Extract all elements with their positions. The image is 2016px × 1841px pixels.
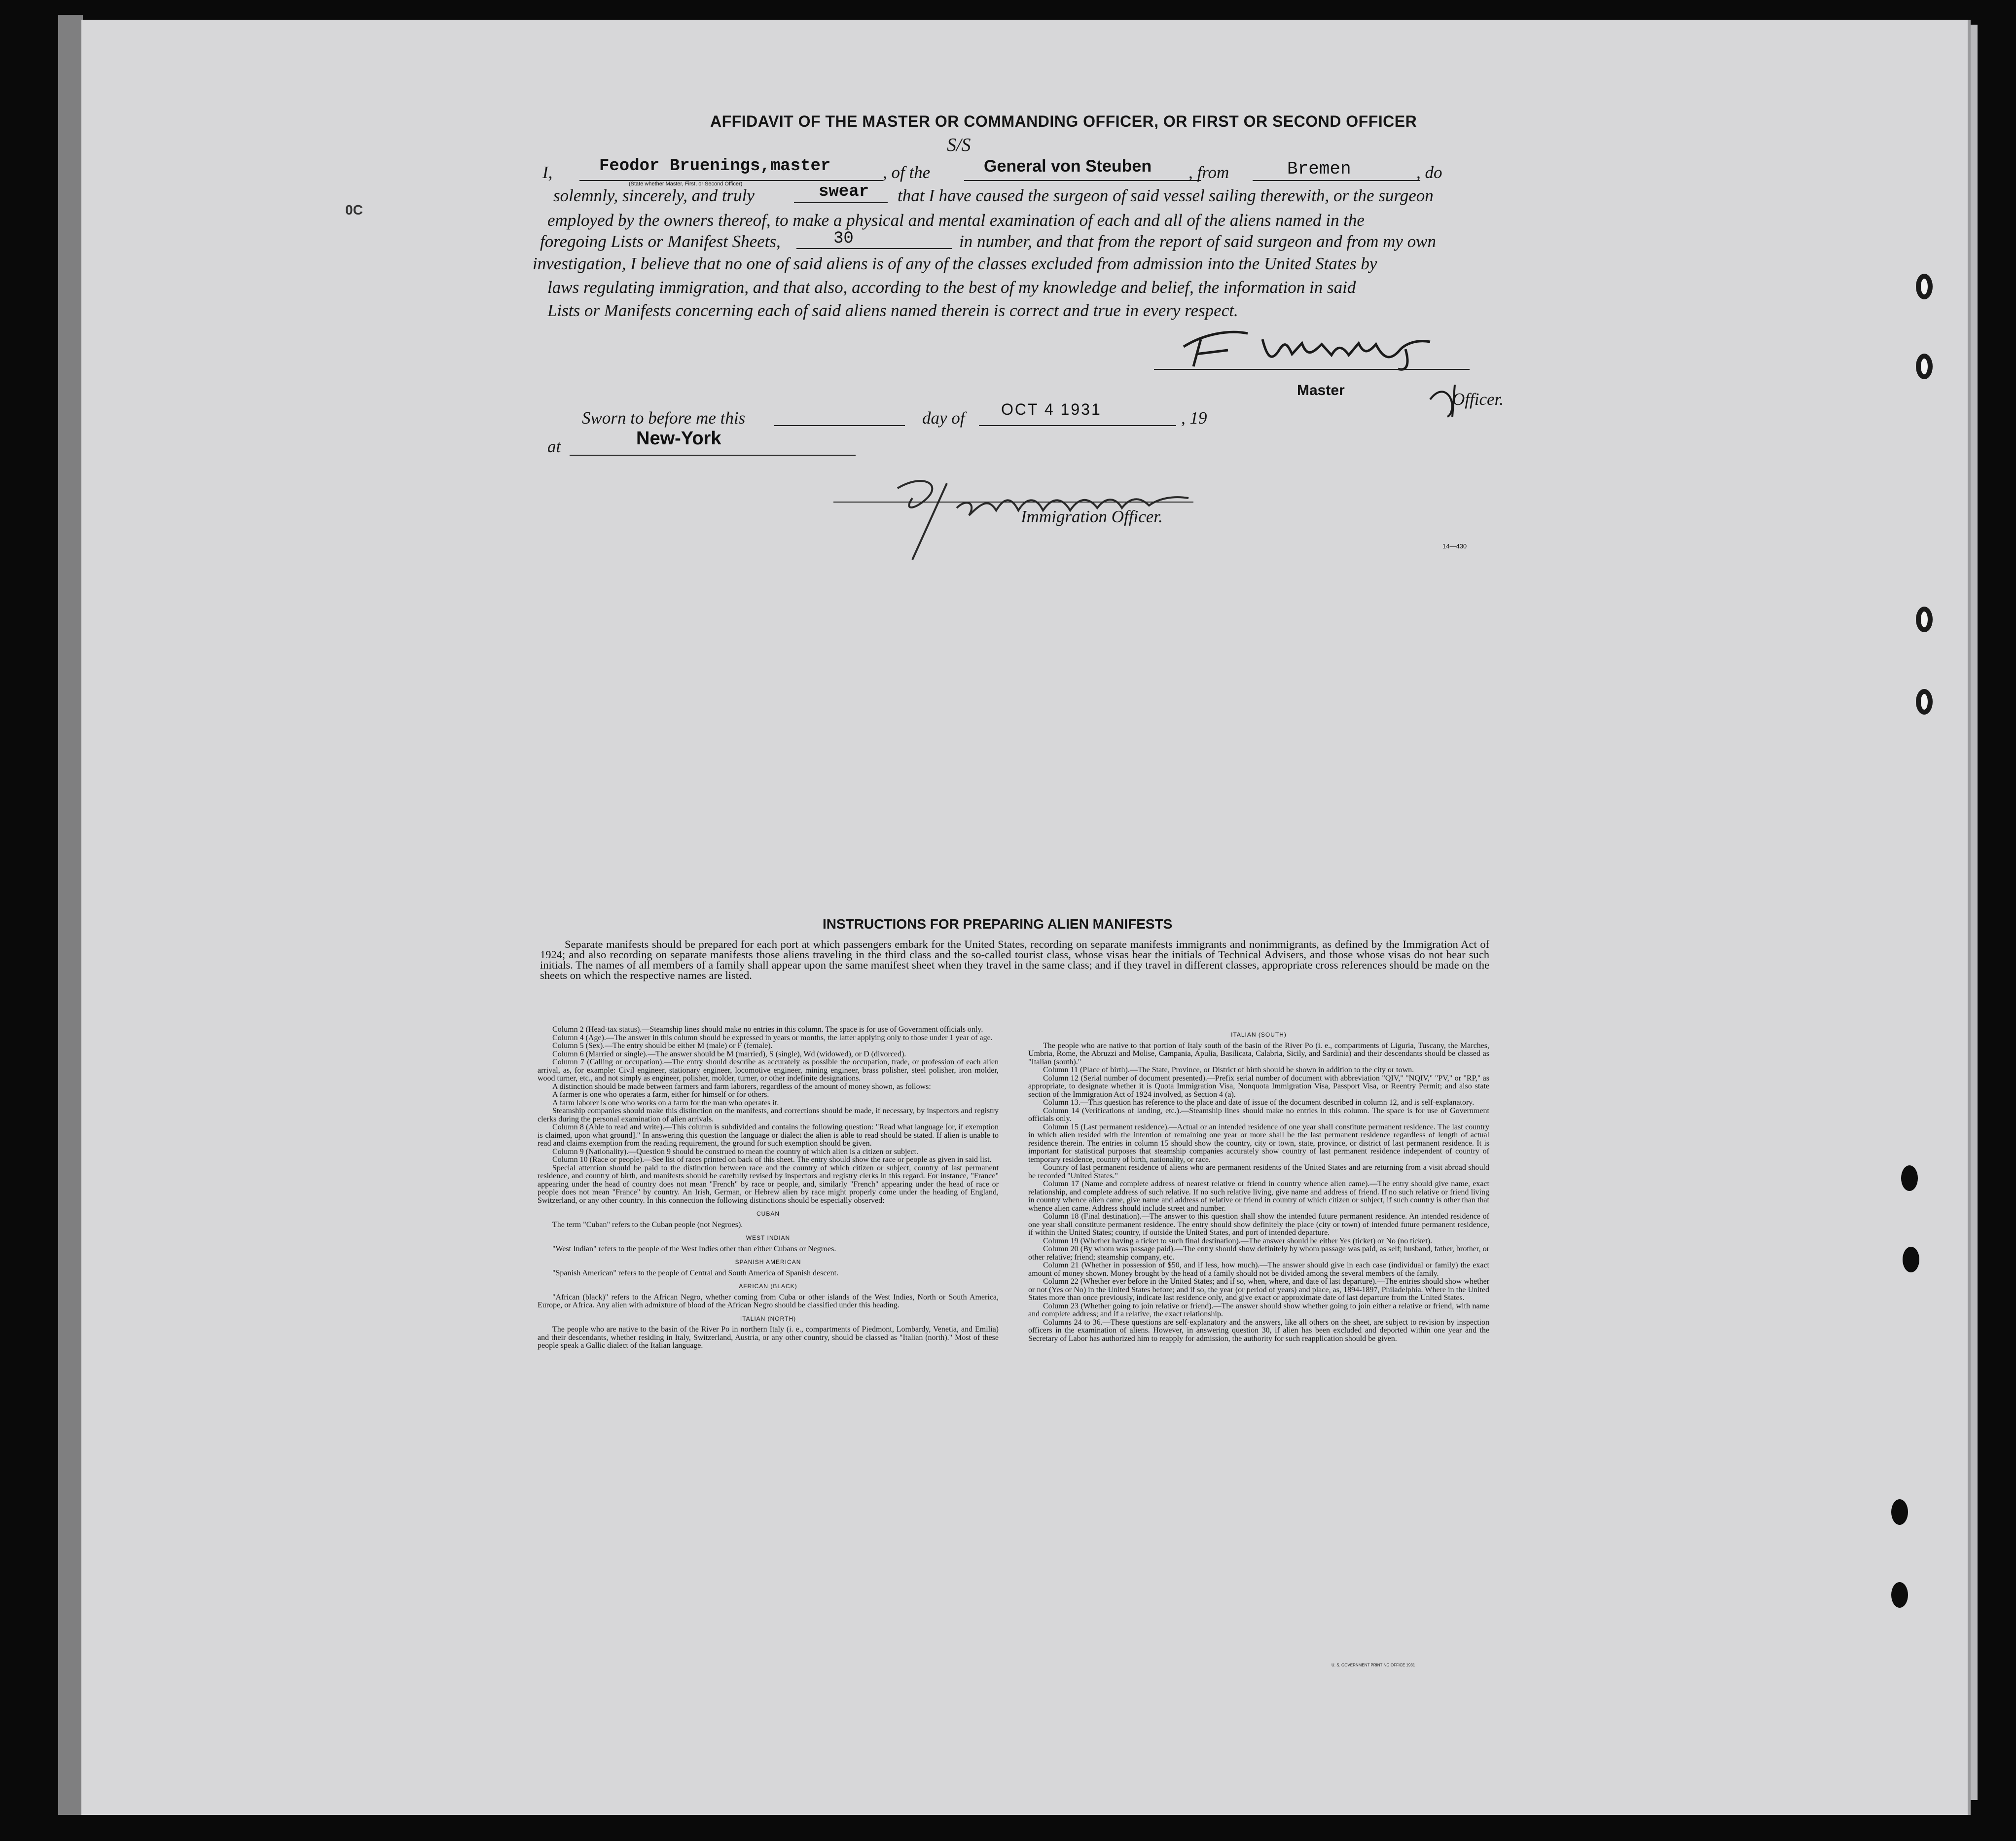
officer-label: Officer. [1452,390,1504,409]
instruction-paragraph: Steamship companies should make this distinction on the manifests, and corrections should be made, if necessary, by inspectors and registry clerks during the personal examination of alien arrivals. [538,1107,999,1123]
instruction-paragraph: Column 2 (Head-tax status).—Steamship lines should make no entries in this column. The space is for use of Government officials only. [552,1025,983,1034]
do-label: , do [1416,163,1442,182]
port-field: Bremen [1287,159,1351,179]
affidavit-title: AFFIDAVIT OF THE MASTER OR COMMANDING OFFICER, OR FIRST OR SECOND OFFICER [710,112,1417,130]
section-text: "West Indian" refers to the people of the West Indies other than either Cubans or Negroes. [552,1244,836,1253]
binder-hole [1916,689,1933,715]
section-heading: ITALIAN (SOUTH) [1231,1031,1287,1038]
section-heading: SPANISH AMERICAN [735,1259,801,1265]
vessel-name-field: General von Steuben [984,157,1152,176]
binder-hole [1891,1499,1908,1525]
instruction-paragraph: Column 8 (Able to read and write).—This column is subdivided and contains the following question: "Read what language [or, if exemption is claimed, upon what ground]." In answering this question the language or dialect the alien is able to read should be stated. If alien is unable to read and claims exemption from the reading requirement, the ground for such exemption should be given. [538,1123,999,1148]
margin-mark: 0C [345,202,363,217]
master-title: Master [1297,382,1345,398]
master-signature-line [1154,369,1470,370]
section-heading: WEST INDIAN [746,1234,791,1241]
year-suffix: , 19 [1181,408,1207,428]
affidavit-line-4-rest: in number, and that from the report of said surgeon and from my own [959,232,1437,251]
sworn-place-field: New-York [636,428,721,449]
i-label: I, [542,163,553,182]
sworn-day-underline [774,425,905,426]
solemnly-label: solemnly, sincerely, and truly [553,186,755,205]
oath-field: swear [819,182,869,201]
instruction-paragraph: Column 20 (By whom was passage paid).—The entry should show definitely by whom passage was paid, as self; husband, father, brother, or other relative; friend; steamship company, etc. [1028,1245,1489,1262]
instruction-paragraph: Column 11 (Place of birth).—The State, Province, or District of birth should be shown in addition to the city or town. [1043,1066,1414,1074]
binder-hole [1891,1582,1908,1608]
form-number: 14—430 [1442,542,1467,550]
master-signature [1174,320,1450,374]
printer-imprint: U. S. GOVERNMENT PRINTING OFFICE 1931 [1332,1663,1415,1667]
instruction-paragraph: Column 9 (Nationality).—Question 9 should be construed to mean the country of which alien is a citizen or subject. [552,1147,919,1156]
instructions-title: INSTRUCTIONS FOR PREPARING ALIEN MANIFESTS [823,916,1173,932]
instruction-paragraph: A farm laborer is one who works on a farm for the man who operates it. [552,1098,779,1107]
instruction-paragraph: Column 7 (Calling or occupation).—The entry should describe as accurately as possible the occupation, trade, or profession of each alien arrival, as, for example: Civil engineer, stationary engineer, locomotive engineer, mining engineer, brass polisher, steel polisher, iron molder, wood turner, etc., and not simply as engineer, polisher, molder, turner, or other indefinite designations. [538,1058,999,1083]
instruction-paragraph: Column 23 (Whether going to join relative or friend).—The answer should show whether going to join either a relative or friend, with name and complete address; and if a relative, the exact relationship. [1028,1301,1489,1318]
section-heading: ITALIAN (NORTH) [740,1315,796,1322]
section-text: "African (black)" refers to the African Negro, whether coming from Cuba or other islands of the West Indies, North or South America, Europe, or Africa. Any alien with admixture of blood of the African Negro should be classified under this heading. [538,1293,999,1309]
instruction-paragraph: Country of last permanent residence of aliens who are permanent residents of the United States and are returning from a visit abroad should be recorded "United States." [1028,1163,1489,1180]
immigration-officer-label: Immigration Officer. [1021,507,1163,526]
port-underline [1253,180,1420,181]
instruction-paragraph: Column 21 (Whether in possession of $50, and if less, how much).—The answer should give in each case (individual or family) the exact amount of money shown. Money brought by the head of a family should not be divided among the several members of the family. [1028,1261,1489,1278]
instruction-paragraph: Column 19 (Whether having a ticket to such final destination).—The answer should be either Yes (ticket) or No (no ticket). [1043,1236,1433,1245]
affidavit-line-1 [542,163,552,182]
sworn-label: Sworn to before me this [582,408,746,428]
section-heading: AFRICAN (BLACK) [739,1283,797,1290]
binder-hole [1903,1247,1919,1272]
day-of-label: day of [922,408,965,428]
section-heading: CUBAN [756,1210,780,1217]
section-text: The term "Cuban" refers to the Cuban people (not Negroes). [552,1220,743,1229]
sworn-place-underline [570,455,856,456]
affidavit-line-2 [553,186,755,206]
officer-strike-mark [1425,380,1470,419]
from-label: , from [1188,163,1229,182]
affidavit-line-4: foregoing Lists or Manifest Sheets, [540,232,781,251]
instruction-paragraph: Column 18 (Final destination).—The answer to this question shall show the intended future permanent residence. An intended residence of one year shall constitute permanent residence. The entry should show definitely the place (city or town) of intended future permanent residence, if within the United States; country, if outside the United States, and port of intended departure. [1028,1212,1489,1237]
affidavit-line-3: employed by the owners thereof, to make a physical and mental examination of each and all of the aliens named in the [547,211,1365,230]
instruction-paragraph: Column 22 (Whether ever before in the United States; and if so, when, where, and date of last departure).—The entries should show whether or not (Yes or No) in the United States before; and if so, the year (or period of years) and place, as, 1894-1897, Philadelphia. Where in the United States more than once previously, indicate last residence only, and give exact or approximate date of last departure from the United States. [1028,1277,1489,1302]
instructions-right-column [1028,1026,1489,1343]
ss-mark: S/S [947,135,971,155]
binder-hole [1916,274,1933,299]
instruction-paragraph: A distinction should be made between farmers and farm laborers, regardless of the amount of money shown, as follows: [552,1082,931,1091]
section-text: "Spanish American" refers to the people of Central and South America of Spanish descent. [552,1268,839,1277]
vessel-underline [964,180,1201,181]
binder-hole [1901,1165,1918,1191]
binder-hole [1916,354,1933,379]
section-text: The people who are native to the basin of the River Po in northern Italy (i. e., compartments of Piedmont, Lombardy, Venetia, and Emilia) and their descendants, whether residing in Italy, Switzerland, Austria, or any other country, should be classed as "Italian (north)." Most of these people speak a Gallic dialect of the Italian language. [538,1325,999,1350]
instruction-paragraph: Column 6 (Married or single).—The answer should be M (married), S (single), Wd (widowed), or D (divorced). [552,1049,906,1058]
instruction-paragraph: Column 5 (Sex).—The entry should be either M (male) or F (female). [552,1042,773,1050]
instruction-paragraph: The people who are native to that portion of Italy south of the basin of the River Po (i. e., compartments of Liguria, Tuscany, the Marches, Umbria, Rome, the Abruzzi and Molise, Campania, Apulia, Basilicata, Calabria, Sicily, and Sardinia) and their descendants should be classed as "Italian (south)." [1028,1041,1489,1066]
date-stamp: OCT 4 1931 [1001,400,1102,418]
instruction-paragraph: Column 14 (Verifications of landing, etc.).—Steamship lines should make no entries in this column. The space is for use of Government officials only. [1028,1106,1489,1123]
page-edge-left [58,15,83,1815]
instruction-paragraph: Column 12 (Serial number of document presented).—Prefix serial number of document with abbreviation "QIV," "NQIV," "PV," or "RP," as appropriate, to designate whether it is Quota Immigration Visa, Nonquota Immigration Visa, Passport Visa, or Reentry Permit; and also state section of the Immigration Act of 1924 involved, as Section 4 (a). [1028,1074,1489,1099]
master-name-field: Feodor Bruenings,master [599,157,831,176]
immigration-signature-line [833,502,1193,503]
sheets-underline [796,248,952,249]
instructions-intro: Separate manifests should be prepared for each port at which passengers embark for the United States, recording on separate manifests immigrants and nonimmigrants, as defined by the Immigration Act of 1924; and also recording on separate manifests those aliens traveling in the third class and the so-called tourist class, whose visas bear the initials of Technical Advisers, and those whose visas do not bear such initials. The names of all members of a family shall appear upon the same manifest sheet when they travel in the same class; and if they travel in different classes, appropriate cross references should be made on the sheets on which the respective names are listed. [540,938,1489,981]
affidavit-line-5: investigation, I believe that no one of said aliens is of any of the classes excluded from admission into the United States by [533,254,1377,273]
sheets-count-field: 30 [833,229,854,248]
at-label: at [547,437,561,456]
instruction-paragraph: Column 15 (Last permanent residence).—Actual or an intended residence of one year shall constitute permanent residence. The last country in which alien resided with the intention of remaining one year or more shall be the last permanent residence regardless of length of actual residence therein. The entries in column 15 should show the country, city or town, state, province, or district of last permanent residence. It is important for statistical purposes that steamship companies accurately show country of last permanent residence independent of country of temporary residence, country of birth, nationality, or race. [1028,1122,1489,1164]
instruction-paragraph: A farmer is one who operates a farm, either for himself or for others. [552,1090,769,1099]
instruction-paragraph: Column 4 (Age).—The answer in this column should be expressed in years or months, the latter applying only to those under 1 year of age. [552,1033,993,1042]
instruction-paragraph: Special attention should be paid to the distinction between race and the country of which citizen or subject, country of last permanent residence, and country of birth, and manifests should be carefully revised by inspectors and registry clerks in this regard. For instance, "France" appearing under the head of country does not mean "French" by race or people, and, similarly "French" appearing under the head of race or people does not mean "France" by country. An Irish, German, or Hebrew alien by race might properly come under the heading of England, Switzerland, or any other country. In this connection the following distinctions should be especially observed: [538,1163,999,1205]
of-the-label: , of the [883,163,931,182]
instruction-paragraph: Column 10 (Race or people).—See list of races printed on back of this sheet. The entry should show the race or people as given in said list. [552,1155,992,1164]
instruction-paragraph: Column 13.—This question has reference to the place and date of issue of the document described in column 12, and is self-explanatory. [1043,1098,1475,1107]
instruction-paragraph: Columns 24 to 36.—These questions are self-explanatory and the answers, like all others on the sheet, are subject to revision by inspection officers in the examination of aliens. However, in answering question 30, if alien has been excluded and deported within one year and the Secretary of Labor has authorized him to reapply for admission, the authority for such reapplication should be given. [1028,1318,1489,1343]
sworn-date-underline [979,425,1176,426]
binder-hole [1916,607,1933,632]
affidavit-line-2-rest: that I have caused the surgeon of said vessel sailing therewith, or the surgeon [898,186,1434,205]
affidavit-line-7: Lists or Manifests concerning each of said aliens named therein is correct and true in every respect. [547,301,1238,320]
affidavit-line-6: laws regulating immigration, and that also, according to the best of my knowledge and belief, the information in said [547,278,1356,297]
instruction-paragraph: Column 17 (Name and complete address of nearest relative or friend in country whence alien came).—The entry should give name, exact relationship, and complete address of such relative. If no such relative living, give name and address of friend. If no such relative or friend living in country whence alien came, give name and address of relative or friend in country of which citizen or subject, if such country is other than that whence alien came. Address should include street and number. [1028,1180,1489,1213]
state-note: (State whether Master, First, or Second Officer) [629,181,743,187]
instructions-left-column [538,1026,999,1350]
oath-underline [794,202,888,203]
